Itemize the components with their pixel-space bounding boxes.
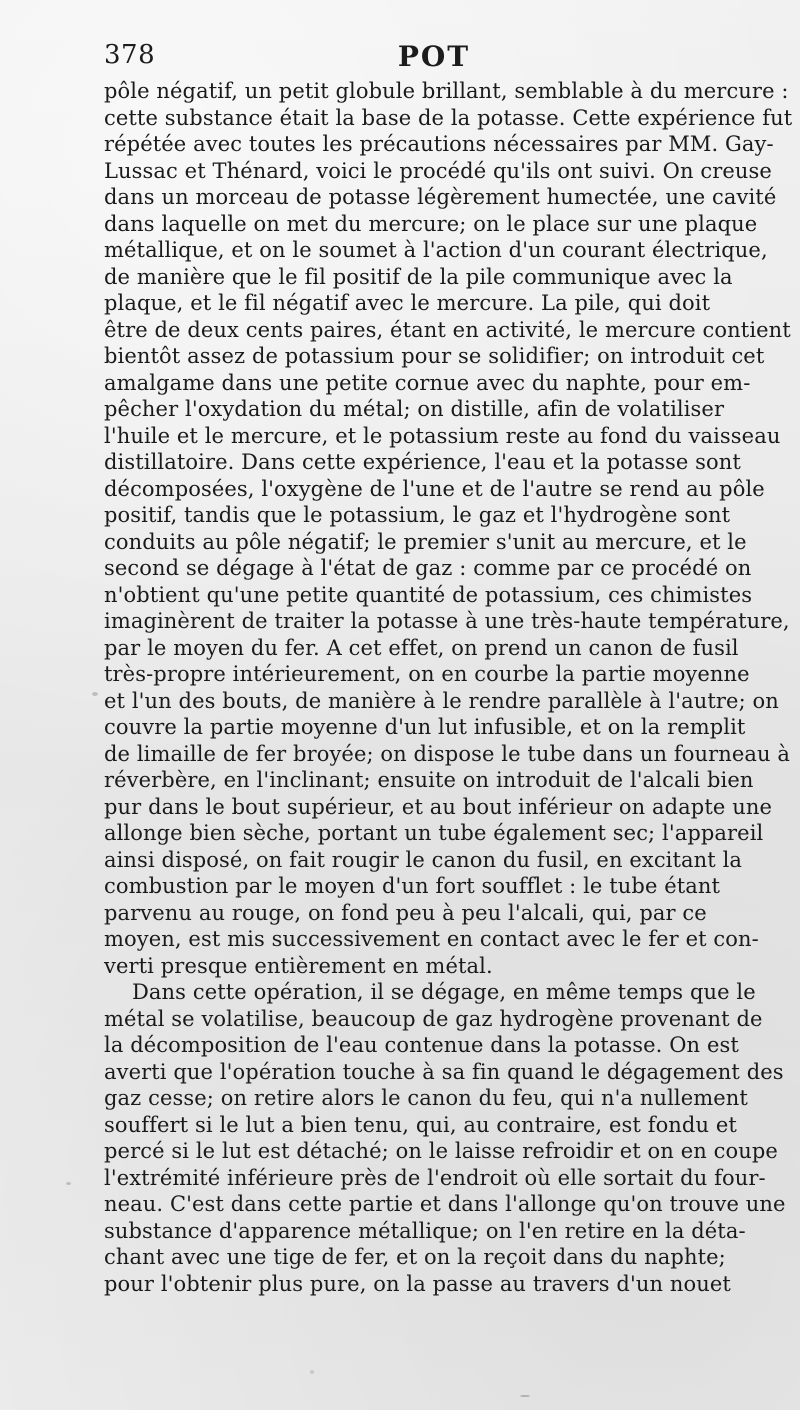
text-line: positif, tandis que le potassium, le gaz et l'hydrogène sont (104, 503, 731, 527)
text-line: souffert si le lut a bien tenu, qui, au contraire, est fondu et (104, 1112, 737, 1137)
text-line: second se dégage à l'état de gaz : comme par ce procédé on (104, 556, 752, 580)
text-line: distillatoire. Dans cette expérience, l'eau et la potasse sont (104, 450, 741, 474)
text-line: métallique, et on le soumet à l'action d'un courant électrique, (104, 238, 768, 262)
paper-speck (66, 1182, 71, 1185)
paper-speck (92, 692, 98, 696)
text-line: métal se volatilise, beaucoup de gaz hydrogène provenant de (104, 1006, 763, 1031)
text-line: par le moyen du fer. A cet effet, on prend un canon de fusil (104, 635, 739, 660)
text-line: substance d'apparence métallique; on l'en retire en la déta- (104, 1218, 746, 1243)
text-line: combustion par le moyen d'un fort soufflet : le tube étant (104, 874, 721, 898)
paragraph-1 (104, 78, 793, 979)
text-line: moyen, est mis successivement en contact avec le fer et con- (104, 927, 759, 951)
text-line: la décomposition de l'eau contenue dans la potasse. On est (104, 1033, 739, 1057)
text-line: percé si le lut est détaché; on le laisse refroidir et on en coupe (104, 1139, 778, 1163)
text-line: chant avec une tige de fer, et on la reçoit dans du naphte; (104, 1245, 726, 1269)
text-line: pêcher l'oxydation du métal; on distille, afin de volatiliser (104, 397, 725, 421)
text-line: décomposées, l'oxygène de l'une et de l'autre se rend au pôle (104, 476, 765, 501)
text-line: l'huile et le mercure, et le potassium reste au fond du vaisseau (104, 423, 781, 448)
text-line: gaz cesse; on retire alors le canon du feu, qui n'a nullement (104, 1086, 748, 1110)
text-line: répétée avec toutes les précautions nécessaires par MM. Gay- (104, 132, 774, 156)
paper-speck (310, 1370, 314, 1374)
text-line: et l'un des bouts, de manière à le rendre parallèle à l'autre; on (104, 688, 779, 713)
text-line: pôle négatif, un petit globule brillant, semblable à du mercure : (104, 79, 789, 103)
text-line: amalgame dans une petite cornue avec du naphte, pour em- (104, 370, 751, 395)
text-line: ainsi disposé, on fait rougir le canon du fusil, en excitant la (104, 847, 743, 872)
text-line (104, 979, 764, 1006)
text-line: verti presque entièrement en métal. (104, 953, 493, 978)
text-line: dans un morceau de potasse légèrement humectée, une cavité (104, 185, 777, 209)
text-line: n'obtient qu'une petite quantité de potassium, ces chimistes (104, 582, 753, 607)
text-line: dans laquelle on met du mercure; on le place sur une plaque (104, 211, 758, 236)
text-line: être de deux cents paires, étant en activité, le mercure contient (104, 317, 791, 342)
text-line: Lussac et Thénard, voici le procédé qu'ils ont suivi. On creuse (104, 158, 772, 183)
paragraph-2 (104, 979, 786, 1297)
text-line: parvenu au rouge, on fond peu à peu l'alcali, qui, par ce (104, 900, 707, 925)
text-line: pour l'obtenir plus pure, on la passe au travers d'un nouet (104, 1271, 731, 1296)
text-line: plaque, et le fil négatif avec le mercure. La pile, qui doit (104, 291, 711, 315)
text-line: de manière que le fil positif de la pile communique avec la (104, 264, 733, 289)
paper-speck (520, 1395, 530, 1397)
text-line: de limaille de fer broyée; on dispose le tube dans un fourneau à (104, 741, 791, 766)
text-line-content: Dans cette opération, il se dégage, en même temps que le (132, 980, 756, 1004)
page-number: 378 (104, 40, 156, 70)
text-line: neau. C'est dans cette partie et dans l'allonge qu'on trouve une (104, 1192, 786, 1216)
body-text (104, 78, 793, 1297)
text-line: très-propre intérieurement, on en courbe la partie moyenne (104, 662, 750, 686)
text-line: l'extrémité inférieure près de l'endroit où elle sortait du four- (104, 1165, 766, 1190)
running-head: POT (397, 40, 471, 73)
text-line: imaginèrent de traiter la potasse à une très-haute température, (104, 609, 790, 633)
page-header (104, 40, 764, 80)
text-line: couvre la partie moyenne d'un lut infusible, et on la remplit (104, 715, 746, 739)
text-line: cette substance était la base de la potasse. Cette expérience fut (104, 105, 793, 130)
text-line: averti que l'opération touche à sa fin quand le dégagement des (104, 1059, 784, 1084)
text-line: réverbère, en l'inclinant; ensuite on introduit de l'alcali bien (104, 768, 754, 792)
text-line: allonge bien sèche, portant un tube également sec; l'appareil (104, 821, 764, 845)
text-line: pur dans le bout supérieur, et au bout inférieur on adapte une (104, 794, 772, 819)
text-line: bientôt assez de potassium pour se solidifier; on introduit cet (104, 344, 765, 368)
text-line: conduits au pôle négatif; le premier s'unit au mercure, et le (104, 529, 747, 554)
